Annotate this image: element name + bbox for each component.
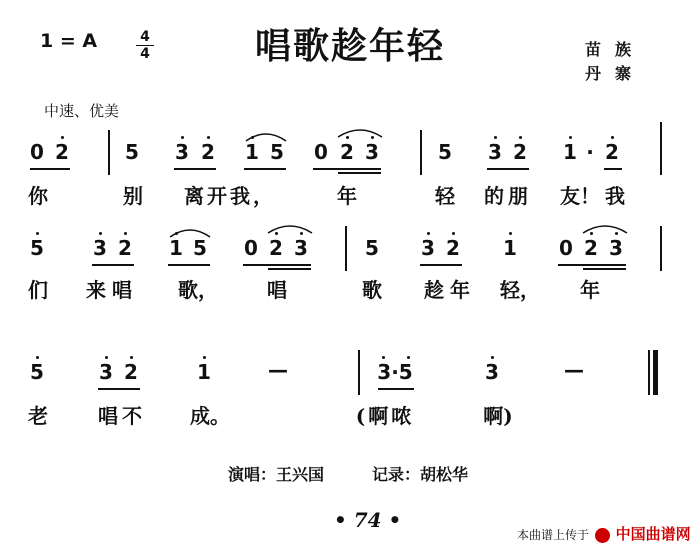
- song-title: 唱歌趁年轻: [255, 26, 446, 67]
- note: 5: [30, 360, 44, 384]
- lyric: 们: [28, 278, 48, 302]
- lyric: 老: [28, 404, 48, 428]
- note: —: [564, 358, 584, 382]
- time-signature-bottom: 4: [140, 46, 150, 62]
- slur: [266, 222, 314, 234]
- note: 2: [201, 140, 215, 164]
- note: 2: [446, 236, 460, 260]
- lyric: 的朋: [484, 184, 532, 208]
- note: 2: [55, 140, 69, 164]
- note: 2: [118, 236, 132, 260]
- collector-label: 丹寨: [585, 64, 646, 83]
- note: 5: [125, 140, 139, 164]
- note: 2: [584, 236, 598, 260]
- lyric: 歌，: [178, 278, 218, 302]
- lyric: 年: [580, 278, 600, 302]
- note: 5: [30, 236, 44, 260]
- key-signature: 1 = A: [40, 30, 98, 52]
- upload-notice: [517, 523, 691, 544]
- note: 3: [488, 140, 502, 164]
- lyric: 离开我，: [184, 184, 276, 208]
- upload-text: 本曲谱上传于: [517, 528, 590, 542]
- note: 3: [175, 140, 189, 164]
- lyric: 别: [123, 184, 143, 208]
- note: 1: [197, 360, 211, 384]
- note: 3: [294, 236, 308, 260]
- note: 1: [245, 140, 259, 164]
- ethnicity-label: 苗族: [585, 40, 646, 59]
- note: 5: [193, 236, 207, 260]
- recorder-credit: 记录：胡松华: [372, 465, 469, 484]
- lyric: 我: [605, 184, 625, 208]
- note: 2: [340, 140, 354, 164]
- note: ·: [586, 140, 594, 164]
- slur: [581, 222, 629, 234]
- slur: [244, 130, 288, 142]
- lyric: 趁年: [424, 278, 476, 302]
- song-credits: [585, 38, 645, 86]
- lyric: 唱不: [98, 404, 146, 428]
- lyric: 轻，: [500, 278, 540, 302]
- note: 5: [438, 140, 452, 164]
- note: 2: [513, 140, 527, 164]
- barline: [358, 350, 360, 395]
- final-barline: [653, 350, 658, 395]
- note: 1: [563, 140, 577, 164]
- note: 2: [269, 236, 283, 260]
- lyric: 友！: [560, 184, 600, 208]
- note: 1: [169, 236, 183, 260]
- barline: [660, 226, 662, 271]
- note: 5: [270, 140, 284, 164]
- lyric: (啊哝: [355, 404, 415, 428]
- slur: [168, 226, 212, 238]
- lyric: 歌: [362, 278, 382, 302]
- note: 0: [559, 236, 573, 260]
- note: 3: [93, 236, 107, 260]
- note: 0: [30, 140, 44, 164]
- lyric: 啊): [483, 404, 513, 428]
- note: —: [268, 358, 288, 382]
- barline: [660, 122, 662, 175]
- tempo-marking: 中速、优美: [44, 102, 120, 120]
- note: 0: [244, 236, 258, 260]
- barline: [648, 350, 650, 395]
- note: 3: [99, 360, 113, 384]
- note: 3·5: [377, 360, 413, 384]
- note: 0: [314, 140, 328, 164]
- page-number: • 74 •: [334, 508, 402, 532]
- lyric: 轻: [435, 184, 455, 208]
- note: 3: [609, 236, 623, 260]
- note: 5: [365, 236, 379, 260]
- barline: [108, 130, 110, 175]
- note: 3: [485, 360, 499, 384]
- barline: [345, 226, 347, 271]
- lyric: 来唱: [86, 278, 138, 302]
- note: 3: [421, 236, 435, 260]
- note: 2: [124, 360, 138, 384]
- site-name-link[interactable]: 中国曲谱网: [615, 525, 691, 543]
- note: 3: [365, 140, 379, 164]
- lyric: 成。: [190, 404, 230, 428]
- lyric: 你: [28, 184, 48, 208]
- lyric: 年: [337, 184, 357, 208]
- site-logo-icon: [595, 528, 610, 543]
- note: 1: [503, 236, 517, 260]
- performer-credit: 演唱：王兴国: [228, 465, 325, 484]
- note: 2: [605, 140, 619, 164]
- time-signature-top: 4: [140, 29, 150, 45]
- barline: [420, 130, 422, 175]
- lyric: 唱: [267, 278, 287, 302]
- time-signature: [136, 30, 154, 61]
- slur: [336, 126, 384, 138]
